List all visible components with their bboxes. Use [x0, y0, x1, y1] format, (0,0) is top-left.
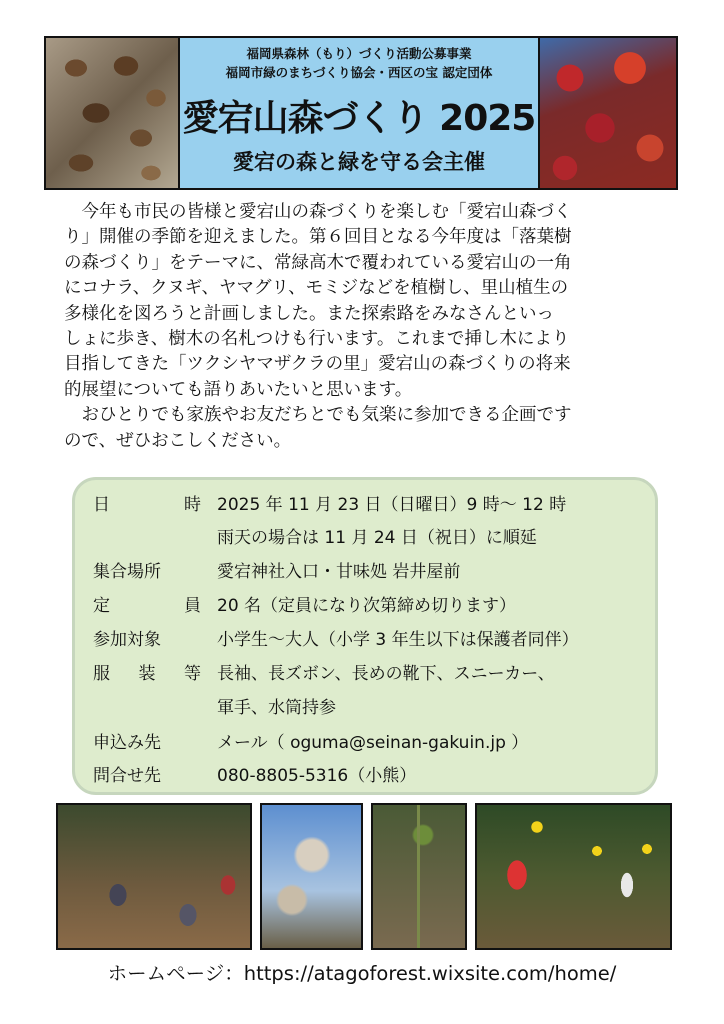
intro-text — [64, 200, 664, 454]
target-row — [93, 625, 579, 650]
group-photo — [56, 803, 252, 950]
event-info-box — [72, 477, 658, 795]
header-banner — [44, 36, 678, 190]
place-row — [93, 557, 460, 582]
attire-value-2: 軍手、水筒持参 — [217, 698, 336, 718]
label-char: 定 — [93, 596, 110, 616]
intro-line: の森づくり」をテーマに、常緑高木で覆われている愛宕山の一角 — [64, 252, 572, 273]
intro-line: り」開催の季節を迎えました。第６回目となる今年度は「落葉樹 — [64, 227, 572, 248]
sponsor-line-2: 福岡市緑のまちづくり協会・西区の宝 認定団体 — [225, 65, 493, 80]
datetime-note-row — [93, 523, 537, 548]
homepage-link[interactable]: ホームページ：https://atagoforest.wixsite.com/home/ — [107, 962, 617, 985]
contact-row — [93, 761, 416, 786]
attire-row-2 — [93, 693, 336, 718]
datetime-note: 雨天の場合は 11 月 24 日（祝日）に順延 — [217, 528, 537, 548]
empty-label — [93, 693, 201, 718]
datetime-value: 2025 年 11 月 23 日（日曜日）9 時～ 12 時 — [217, 495, 567, 515]
organizer: 愛宕の森と緑を守る会主催 — [233, 150, 485, 174]
title-box — [180, 38, 538, 188]
datetime-row — [93, 490, 566, 515]
sponsor-line-1: 福岡県森林（もり）づくり活動公募事業 — [246, 46, 472, 61]
intro-paragraph-1 — [64, 200, 664, 403]
capacity-row — [93, 591, 516, 616]
label-char: 員 — [184, 596, 201, 616]
attire-label — [93, 659, 201, 684]
label-char: 日 — [93, 495, 110, 515]
intro-line: 目指してきた「ツクシヤマザクラの里」愛宕山の森づくりの将来 — [64, 354, 571, 375]
apply-label: 申込み先 — [93, 733, 161, 753]
work-photo — [475, 803, 672, 950]
label-char: 等 — [184, 664, 201, 684]
sapling-photo — [371, 803, 467, 950]
intro-line: にコナラ、クヌギ、ヤマグリ、モミジなどを植樹し、里山植生の — [64, 278, 569, 299]
intro-line: 多様化を図ろうと計画しました。また探索路をみなさんといっ — [64, 303, 554, 324]
intro-line: しょに歩き、樹木の名札つけも行います。これまで挿し木により — [64, 329, 570, 350]
attire-value: 長袖、長ズボン、長めの靴下、スニーカー、 — [217, 664, 555, 684]
event-title: 愛宕山森づくり 2025 — [182, 98, 536, 139]
place-value: 愛宕神社入口・甘味処 岩井屋前 — [217, 562, 461, 582]
intro-line: 的展望についても語りあいたいと思います。 — [64, 379, 413, 400]
label-char: 服 — [93, 664, 110, 684]
target-value: 小学生～大人（小学 3 年生以下は保護者同伴） — [217, 630, 579, 650]
contact-label: 問合せ先 — [93, 766, 161, 786]
activity-photos — [56, 803, 672, 950]
tree-photo — [260, 803, 363, 950]
apply-row — [93, 728, 528, 753]
contact-phone: 080-8805-5316（小熊） — [217, 766, 417, 786]
apply-email[interactable]: メール（ oguma@seinan-gakuin.jp ） — [217, 733, 529, 753]
intro-paragraph-2 — [64, 403, 664, 454]
capacity-value: 20 名（定員になり次第締め切ります） — [217, 596, 517, 616]
autumn-leaves-photo — [538, 38, 676, 188]
intro-line: ので、ぜひおこしください。 — [64, 430, 292, 451]
label-char: 時 — [184, 495, 201, 515]
place-label: 集合場所 — [93, 562, 161, 582]
capacity-label — [93, 591, 201, 616]
empty-label — [93, 523, 201, 548]
label-char: 装 — [138, 664, 156, 684]
datetime-label — [93, 490, 201, 515]
target-label: 参加対象 — [93, 630, 161, 650]
intro-line: おひとりでも家族やお友だちとでも気楽に参加できる企画です — [81, 405, 572, 426]
chestnut-photo — [46, 38, 180, 188]
intro-line: 今年も市民の皆様と愛宕山の森づくりを楽しむ「愛宕山森づく — [81, 202, 572, 222]
attire-row — [93, 659, 555, 684]
